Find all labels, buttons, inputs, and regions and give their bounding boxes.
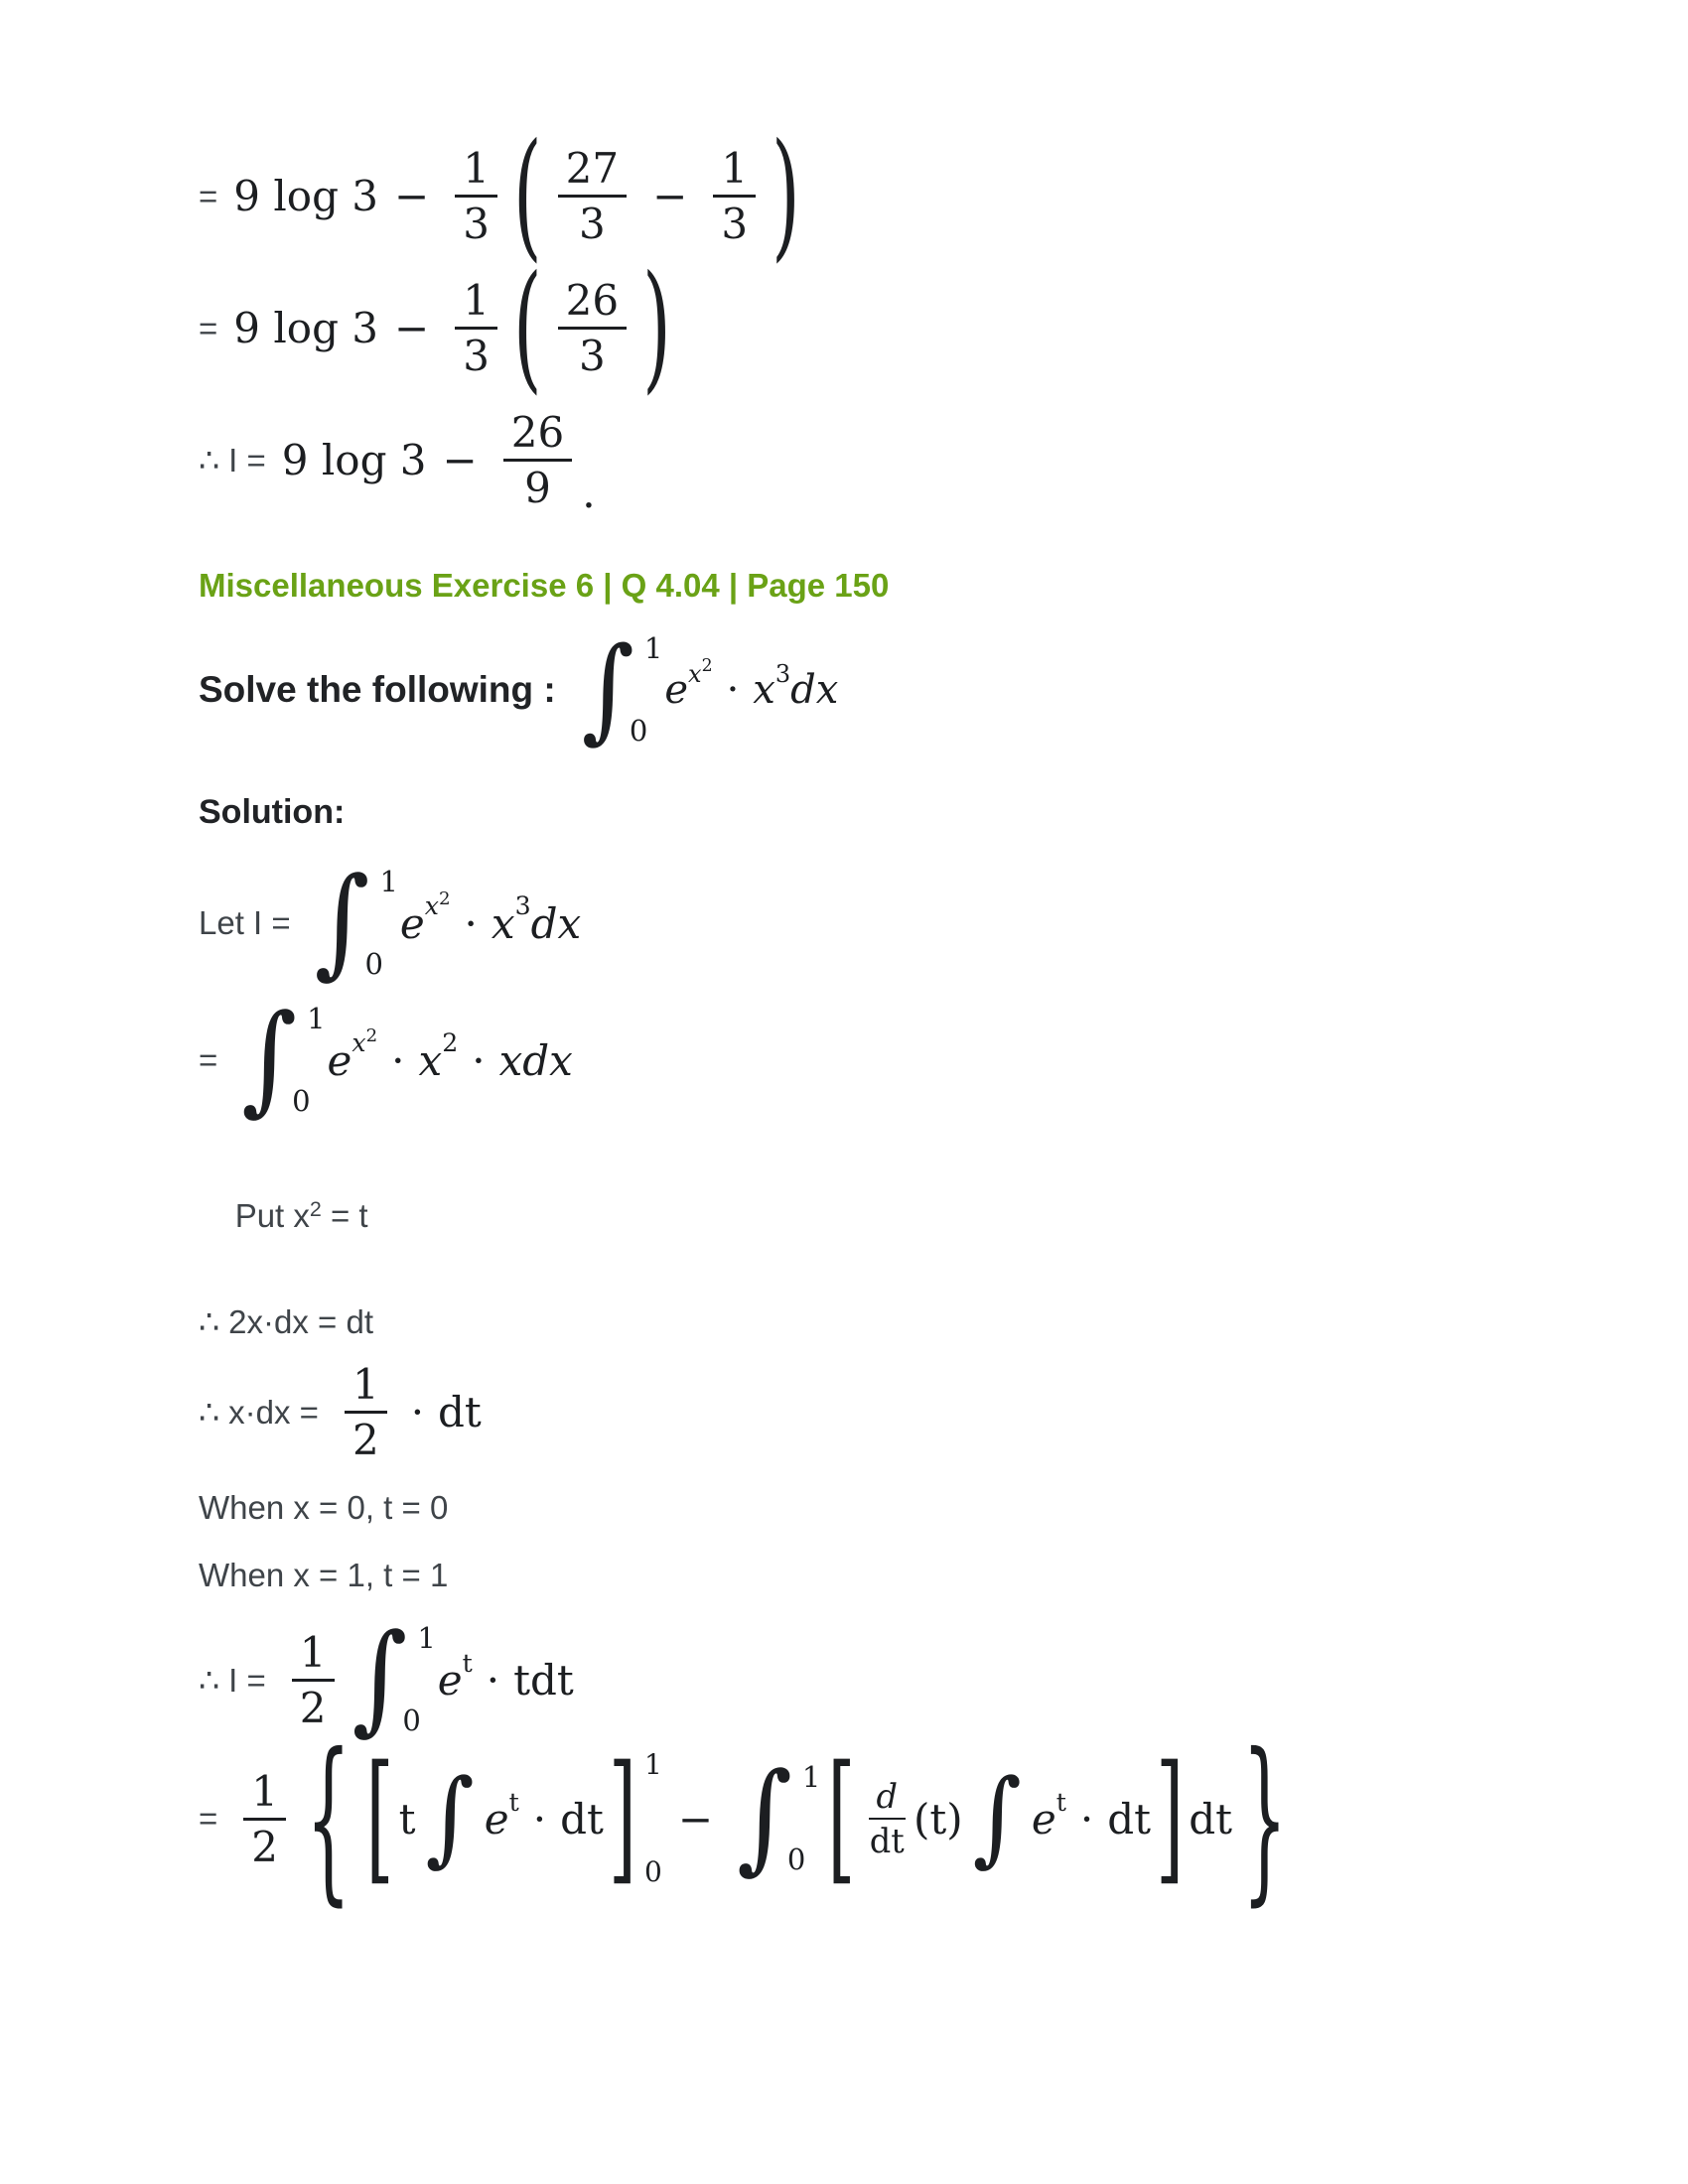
integral-lower-bound: 0 xyxy=(629,714,648,749)
exponent-power: 2 xyxy=(701,656,713,677)
fraction-26-9 xyxy=(503,409,572,511)
exponent-t: t xyxy=(1055,1787,1066,1817)
fraction-numerator: 1 xyxy=(292,1629,335,1682)
step-i-half xyxy=(199,1609,1648,1748)
period: . xyxy=(582,469,596,518)
cdot-operator: · xyxy=(464,898,478,948)
question-line xyxy=(199,622,1648,755)
therefore-prefix: ∴ x·dx = xyxy=(199,1394,319,1432)
cdot-operator: · xyxy=(391,1035,405,1085)
x-variable: x xyxy=(753,667,775,714)
exponent-t: t xyxy=(462,1648,473,1678)
open-brace: { xyxy=(306,1714,352,1922)
bracket-upper-bound: 1 xyxy=(644,1748,662,1782)
fraction-numerator: 1 xyxy=(243,1768,286,1821)
integral-bounds xyxy=(786,1760,821,1877)
minus-operator: − xyxy=(442,436,478,485)
fraction-denominator: 3 xyxy=(721,200,749,249)
fraction-1-3 xyxy=(455,145,497,247)
integral-sign: ∫ xyxy=(314,853,370,992)
equals-prefix: = xyxy=(199,1800,218,1838)
integral-lower-bound: 0 xyxy=(292,1084,311,1119)
dt-differential: dt xyxy=(1189,1794,1232,1843)
exponent-power: 2 xyxy=(438,887,451,909)
fraction-1-2 xyxy=(243,1768,286,1870)
step-differential: ∴ 2x·dx = dt xyxy=(199,1303,373,1341)
integral-lower-bound: 0 xyxy=(402,1704,421,1738)
fraction-numerator: 26 xyxy=(503,409,572,462)
close-brace: } xyxy=(1241,1714,1288,1922)
exercise-heading-link[interactable]: Miscellaneous Exercise 6 | Q 4.04 | Page 150 xyxy=(199,567,890,605)
fraction-1-3 xyxy=(713,145,756,247)
exponent-base: x xyxy=(688,659,702,688)
integral-sign: ∫ xyxy=(425,1757,475,1878)
cdot-operator: · xyxy=(532,1794,547,1843)
integral xyxy=(737,1748,821,1887)
integral-bounds xyxy=(292,1002,326,1119)
dx-differential: dx xyxy=(530,898,582,948)
step-integration-by-parts xyxy=(199,1714,1648,1922)
close-bracket: ] xyxy=(1156,1737,1185,1900)
integral-sign: ∫ xyxy=(581,622,634,755)
fraction-denominator: 2 xyxy=(352,1416,379,1465)
equals-prefix: = xyxy=(199,177,218,214)
exponent-x-squared xyxy=(688,656,713,688)
tdt-differential: tdt xyxy=(513,1655,574,1705)
cdot-operator: · xyxy=(486,1655,500,1705)
e-base: e xyxy=(664,667,689,714)
integral xyxy=(241,990,326,1129)
fraction-26-3 xyxy=(558,277,627,379)
fraction-numerator: 1 xyxy=(345,1361,387,1414)
fraction-denominator: 3 xyxy=(579,200,606,249)
e-base: e xyxy=(327,1035,352,1085)
integral-lower-bound: 0 xyxy=(786,1843,806,1877)
equation-step-1 xyxy=(199,115,1648,276)
equation-step-2 xyxy=(199,247,1648,408)
integral-lower-bound: 0 xyxy=(364,947,383,982)
step-when-1: When x = 1, t = 1 xyxy=(199,1557,449,1594)
bracket-lower-bound: 0 xyxy=(644,1855,662,1889)
integral-upper-bound: 1 xyxy=(801,1760,821,1795)
open-paren: ( xyxy=(512,247,542,408)
step-when-0: When x = 0, t = 0 xyxy=(199,1489,449,1527)
integral xyxy=(352,1609,436,1748)
term-9log3: 9 log 3 xyxy=(281,436,427,485)
equals-prefix: = xyxy=(199,1041,218,1079)
minus-operator: − xyxy=(652,172,688,221)
fraction-1-2 xyxy=(345,1361,387,1463)
integral-bounds xyxy=(629,631,663,749)
dt-differential: dt xyxy=(560,1794,604,1843)
x-variable: x xyxy=(491,898,515,948)
fraction-numerator: 26 xyxy=(558,277,627,330)
x-variable: x xyxy=(418,1035,443,1085)
fraction-denominator: 9 xyxy=(524,464,551,513)
of-t-term: (t) xyxy=(914,1794,963,1843)
e-base: e xyxy=(1031,1794,1056,1843)
question-label: Solve the following : xyxy=(199,669,556,711)
open-bracket: [ xyxy=(827,1737,856,1900)
evaluated-bracket xyxy=(604,1737,662,1900)
therefore-prefix: ∴ I = xyxy=(199,442,266,479)
fraction-d-dt xyxy=(869,1778,907,1860)
fraction-27-3 xyxy=(558,145,627,247)
fraction-denominator: dt xyxy=(869,1822,905,1861)
fraction-numerator: d xyxy=(869,1778,907,1821)
fraction-1-3 xyxy=(455,277,497,379)
integral-upper-bound: 1 xyxy=(643,631,663,666)
cdot-operator: · xyxy=(410,1388,425,1437)
integral-bounds xyxy=(364,865,398,982)
substitution-text: = t xyxy=(321,1197,368,1235)
minus-operator: − xyxy=(394,172,430,221)
cdot-operator: · xyxy=(472,1035,486,1085)
e-base: e xyxy=(399,898,425,948)
integral-upper-bound: 1 xyxy=(417,1621,436,1656)
fraction-denominator: 3 xyxy=(463,332,490,381)
integral-bounds xyxy=(402,1621,436,1738)
x-power: 3 xyxy=(774,659,791,688)
integral-upper-bound: 1 xyxy=(307,1002,326,1036)
solution-label: Solution: xyxy=(199,793,346,832)
superscript-2: 2 xyxy=(309,1197,322,1222)
step-let xyxy=(199,853,1648,992)
integral-sign: ∫ xyxy=(737,1748,792,1887)
bracket-bounds xyxy=(644,1748,662,1889)
exponent-x-squared xyxy=(424,887,451,921)
equation-result xyxy=(199,408,1648,518)
minus-operator: − xyxy=(394,304,430,353)
fraction-numerator: 27 xyxy=(558,145,627,198)
exponent-base: x xyxy=(352,1028,366,1058)
therefore-prefix: ∴ I = xyxy=(199,1661,266,1699)
close-bracket: ] xyxy=(608,1737,637,1900)
open-bracket: [ xyxy=(365,1737,394,1900)
dx-differential: dx xyxy=(790,667,839,714)
exponent-x-squared xyxy=(352,1024,378,1058)
fraction-denominator: 3 xyxy=(463,200,490,249)
question-formula xyxy=(574,622,839,755)
fraction-numerator: 1 xyxy=(713,145,756,198)
let-prefix: Let I = xyxy=(199,904,291,942)
close-paren: ) xyxy=(642,247,671,408)
exponent-power: 2 xyxy=(365,1024,378,1046)
xdx-differential: xdx xyxy=(498,1035,573,1085)
close-paren: ) xyxy=(772,115,800,276)
x-power: 2 xyxy=(442,1028,459,1058)
exponent-base: x xyxy=(424,891,439,921)
equals-prefix: = xyxy=(199,309,218,346)
term-9log3: 9 log 3 xyxy=(233,172,379,221)
step-expand xyxy=(199,990,1648,1129)
dt-differential: dt xyxy=(1107,1794,1152,1843)
integral xyxy=(314,853,398,992)
integral-sign: ∫ xyxy=(352,1609,408,1748)
cdot-operator: · xyxy=(726,667,740,714)
dt-differential: dt xyxy=(438,1388,482,1437)
integral xyxy=(581,622,663,755)
e-base: e xyxy=(437,1655,463,1705)
integral-sign: ∫ xyxy=(241,990,298,1129)
step-half-dt xyxy=(199,1361,1648,1463)
e-base: e xyxy=(484,1794,509,1843)
cdot-operator: · xyxy=(1079,1794,1094,1843)
fraction-denominator: 3 xyxy=(579,332,606,381)
fraction-numerator: 1 xyxy=(455,277,497,330)
fraction-denominator: 2 xyxy=(251,1822,279,1871)
open-paren: ( xyxy=(512,115,542,276)
fraction-denominator: 2 xyxy=(299,1683,327,1732)
substitution-text: Put x xyxy=(234,1197,310,1235)
fraction-numerator: 1 xyxy=(455,145,497,198)
step-substitution xyxy=(199,1160,1648,1273)
minus-operator: − xyxy=(677,1794,714,1843)
x-power: 3 xyxy=(514,891,531,921)
term-9log3: 9 log 3 xyxy=(233,304,379,353)
integral-upper-bound: 1 xyxy=(379,865,398,899)
exponent-t: t xyxy=(508,1787,519,1817)
integral-sign: ∫ xyxy=(972,1757,1022,1878)
t-variable: t xyxy=(398,1794,416,1843)
